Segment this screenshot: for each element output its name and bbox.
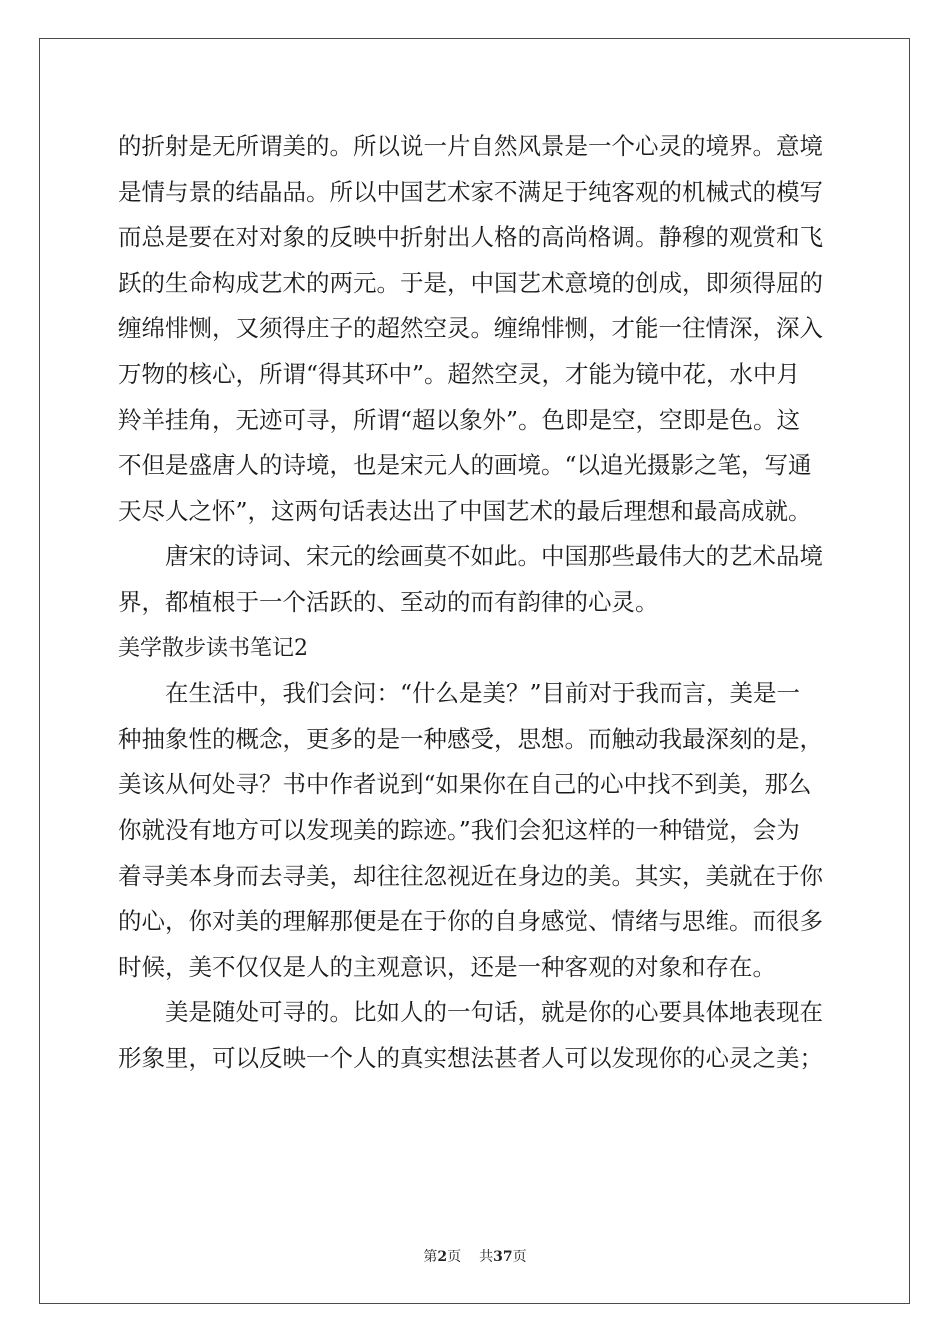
paragraph-line: 羚羊挂角，无迹可寻，所谓“超以象外”。色即是空，空即是色。这: [118, 405, 801, 434]
paragraph-line: 的心，你对美的理解那便是在于你的自身感觉、情绪与思维。而很多: [118, 907, 823, 936]
total-pages: 37: [493, 1249, 513, 1265]
paragraph-line: 种抽象性的概念，更多的是一种感受，思想。而触动我最深刻的是，: [118, 724, 823, 753]
page-footer: [0, 1246, 950, 1266]
document-body: [118, 124, 838, 1081]
page-number: 2: [437, 1249, 448, 1265]
total-prefix: 共: [479, 1249, 494, 1265]
paragraph-line: 不但是盛唐人的诗境，也是宋元人的画境。“以追光摄影之笔，写通: [118, 451, 812, 480]
paragraph-line: 的折射是无所谓美的。所以说一片自然风景是一个心灵的境界。意境: [118, 132, 823, 160]
paragraph-line: 天尽人之怀”，这两句话表达出了中国艺术的最后理想和最高成就。: [118, 496, 812, 525]
paragraph-line: 在生活中，我们会问：“什么是美？”目前对于我而言，美是一: [165, 679, 801, 708]
paragraph-line: 着寻美本身而去寻美，却往往忽视近在身边的美。其实，美就在于你: [118, 861, 823, 890]
section-heading: 美学散步读书笔记2: [118, 635, 308, 661]
paragraph-line: 美是随处可寻的。比如人的一句话，就是你的心要具体地表现在: [165, 998, 823, 1027]
page-prefix: 第: [423, 1249, 438, 1265]
paragraph-line: 唐宋的诗词、宋元的绘画莫不如此。中国那些最伟大的艺术品境: [165, 542, 823, 571]
paragraph-line: 时候，美不仅仅是人的主观意识，还是一种客观的对象和存在。: [118, 952, 776, 981]
page-suffix: 页: [447, 1249, 462, 1265]
paragraph-line: 缠绵悱恻，又须得庄子的超然空灵。缠绵悱恻，才能一往情深，深入: [118, 314, 823, 343]
paragraph-line: 而总是要在对对象的反映中折射出人格的高尚格调。静穆的观赏和飞: [118, 223, 823, 252]
paragraph-line: 界，都植根于一个活跃的、至动的而有韵律的心灵。: [118, 587, 659, 616]
paragraph-line: 美该从何处寻？书中作者说到“如果你在自己的心中找不到美，那么: [118, 770, 812, 799]
total-suffix: 页: [512, 1249, 527, 1265]
paragraph-line: 跃的生命构成艺术的两元。于是，中国艺术意境的创成，即须得屈的: [118, 268, 823, 297]
paragraph-line: 形象里，可以反映一个人的真实想法甚者人可以发现你的心灵之美；: [118, 1043, 823, 1072]
paragraph-line: 你就没有地方可以发现美的踪迹。”我们会犯这样的一种错觉，会为: [118, 815, 800, 844]
paragraph-line: 是情与景的结晶品。所以中国艺术家不满足于纯客观的机械式的模写: [118, 177, 823, 206]
paragraph-line: 万物的核心，所谓“得其环中”。超然空灵，才能为镜中花，水中月: [118, 359, 801, 388]
